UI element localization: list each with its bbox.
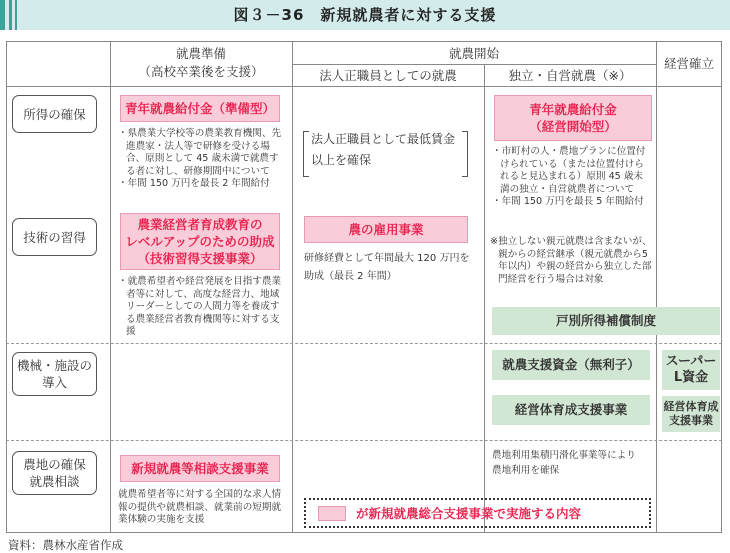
legend-box xyxy=(304,498,651,528)
employment-program-note xyxy=(304,250,480,286)
header-bottom-line xyxy=(6,86,722,87)
note-line: 助成（最長 2 年間） xyxy=(304,271,397,282)
column-divider xyxy=(110,41,111,533)
consultation-support-box: 新規就農等相談支援事業 xyxy=(120,455,280,482)
land-use-note xyxy=(492,448,662,478)
note-item: ・市町村の人・農地プランに位置付けられている（または位置付けられると見込まれる）原則 45 歳未満の独立・自営就農者について xyxy=(492,146,646,195)
legend-text: が新規就農総合支援事業で実施する内容 xyxy=(356,506,582,521)
note-line: 研修経費として年間最大 120 万円を xyxy=(304,253,470,264)
header-prep xyxy=(110,45,292,81)
note-item: ・年間 150 万円を最長 5 年間給付 xyxy=(492,196,644,208)
header-start: 就農開始 xyxy=(448,46,499,61)
row-label-skills: 技術の習得 xyxy=(12,218,97,256)
start-grant-line: 青年就農給付金 xyxy=(529,102,617,117)
header-prep-label: 就農準備 xyxy=(175,46,226,61)
column-divider xyxy=(292,41,293,533)
training-support-line: （技術習得支援事業） xyxy=(137,251,263,266)
note-item: ※独立しない親元就農は含まないが、親からの経営継承（親元就農から5年以内）や親の経営から独立した部門経営を行う場合は対象 xyxy=(490,236,652,285)
min-wage-line: 法人正職員として最低賃金 xyxy=(311,132,456,146)
column-divider xyxy=(484,64,485,533)
note-item: ・年間 150 万円を最長 2 年間給付 xyxy=(118,178,270,190)
consultation-support-note: 就農希望者等に対する全国的な求人情報の提供や就農相談、就業前の短期就業体験の実施を支援 xyxy=(118,489,282,526)
row-divider xyxy=(6,343,722,344)
prep-grant-note xyxy=(118,128,288,191)
training-support-line: 農業経営者育成教育の xyxy=(137,217,263,232)
dev-support-line: 支援事業 xyxy=(669,414,713,427)
row-label-machinery xyxy=(12,352,97,396)
header-establish: 経営確立 xyxy=(663,56,714,71)
min-wage-bracket xyxy=(303,129,468,179)
header-employee: 法人正職員としての就農 xyxy=(319,68,457,83)
household-compensation-box: 戸別所得補償制度 xyxy=(492,307,720,335)
employment-program-box: 農の雇用事業 xyxy=(304,216,468,243)
startup-fund-box: 就農支援資金（無利子） xyxy=(492,350,650,380)
header-prep-sub: （高校卒業後を支援） xyxy=(138,64,264,79)
note-item: ・就農希望者や経営発展を目指す農業者等に対して、高度な経営力、地域リーダーとしての人間力等を養成する農業経営者教育機関等に対する支援 xyxy=(118,276,282,338)
note-item: ・県農業大学校等の農業教育機関、先進農家・法人等で研修を受ける場合、原則として 45 歳未満で就農する者に対し、研修期間中について xyxy=(118,128,282,177)
min-wage-line: 以上を確保 xyxy=(311,153,372,167)
row-label-machinery-line: 導入 xyxy=(41,375,67,390)
management-development-box-2 xyxy=(662,396,720,432)
row-label-machinery-line: 機械・施設の xyxy=(16,358,92,373)
header-divider xyxy=(292,64,656,65)
start-grant-line: （経営開始型） xyxy=(529,119,617,134)
dev-support-line: 経営体育成 xyxy=(663,400,719,413)
training-support-line: レベルアップのための助成 xyxy=(125,234,275,249)
row-label-income: 所得の確保 xyxy=(12,95,97,133)
row-label-land-line: 農地の確保 xyxy=(23,457,86,472)
independent-note xyxy=(490,236,654,286)
super-l-line: L資金 xyxy=(673,370,709,385)
note-line: 農地利用集積円滑化事業等により xyxy=(492,450,636,461)
legend-swatch xyxy=(318,506,346,521)
row-label-land-line: 就農相談 xyxy=(29,474,80,489)
training-support-box xyxy=(120,213,280,270)
management-development-box: 経営体育成支援事業 xyxy=(492,395,650,425)
start-grant-box xyxy=(494,95,652,141)
prep-grant-box: 青年就農給付金（準備型） xyxy=(120,95,280,122)
super-l-line: スーパー xyxy=(665,354,717,369)
note-line: 農地利用を確保 xyxy=(492,465,560,476)
title-bar xyxy=(0,0,730,30)
training-support-note xyxy=(118,276,288,339)
source-note: 資料：農林水産省作成 xyxy=(8,538,123,552)
figure-title: 図３－36 新規就農者に対する支援 xyxy=(233,6,497,24)
header-independent: 独立・自営就農（※） xyxy=(508,68,632,83)
super-l-fund-box xyxy=(662,350,720,390)
row-label-land xyxy=(12,451,97,495)
row-divider xyxy=(6,440,722,441)
start-grant-note xyxy=(492,146,652,209)
